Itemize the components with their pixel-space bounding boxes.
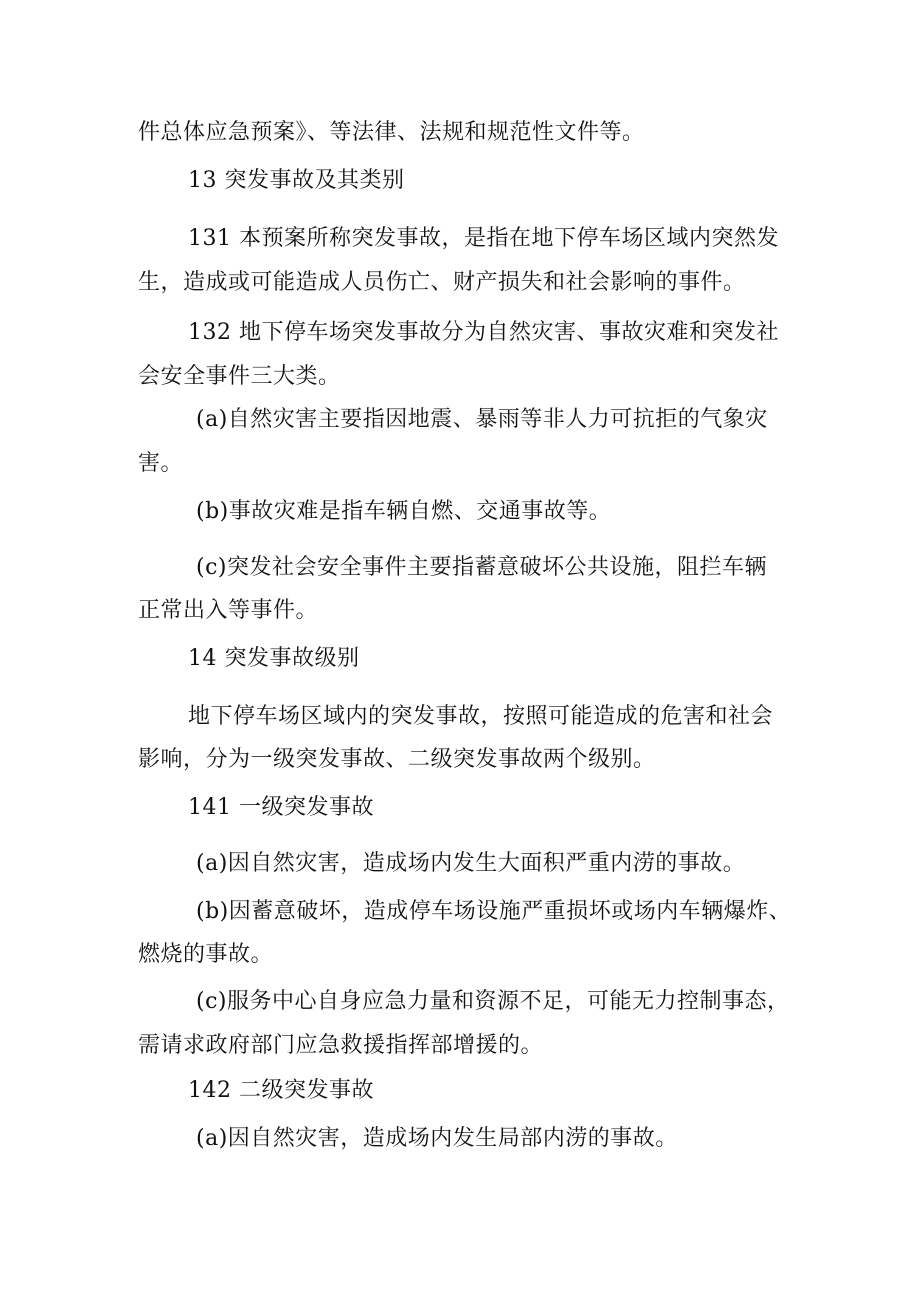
text-line: 影响，分为一级突发事故、二级突发事故两个级别。 <box>138 747 656 772</box>
text-line: 件总体应急预案》、等法律、法规和规范性文件等。 <box>138 120 645 145</box>
section-heading-1-4-1: 141 一级突发事故 <box>188 795 374 820</box>
text-line: (b)事故灾难是指车辆自燃、交通事故等。 <box>196 499 612 524</box>
text-line: (c)服务中心自身应急力量和资源不足，可能无力控制事态， <box>196 989 790 1014</box>
text-line: (a)因自然灾害，造成场内发生大面积严重内涝的事故。 <box>196 851 746 876</box>
text-line: 害。 <box>138 451 184 476</box>
text-line: 正常出入等事件。 <box>138 598 319 623</box>
text-line: (a)自然灾害主要指因地震、暴雨等非人力可抗拒的气象灾 <box>196 407 768 432</box>
section-heading-1-3: 13 突发事故及其类别 <box>188 168 405 193</box>
text-line: 燃烧的事故。 <box>138 942 274 967</box>
text-line: 会安全事件三大类。 <box>138 364 341 389</box>
text-line: 131 本预案所称突发事故，是指在地下停车场区域内突然发 <box>188 226 779 251</box>
text-line: (c)突发社会安全事件主要指蓄意破坏公共设施，阻拦车辆 <box>196 555 767 580</box>
section-heading-1-4: 14 突发事故级别 <box>188 646 360 671</box>
text-line: (b)因蓄意破坏，造成停车场设施严重损坏或场内车辆爆炸、 <box>196 899 792 924</box>
section-heading-1-4-2: 142 二级突发事故 <box>188 1078 374 1103</box>
text-line: 生，造成或可能造成人员伤亡、财产损失和社会影响的事件。 <box>138 270 746 295</box>
text-line: 132 地下停车场突发事故分为自然灾害、事故灾难和突发社 <box>188 320 779 345</box>
text-line: (a)因自然灾害，造成场内发生局部内涝的事故。 <box>196 1126 678 1151</box>
text-line: 地下停车场区域内的突发事故，按照可能造成的危害和社会 <box>188 704 774 729</box>
text-line: 需请求政府部门应急救援指挥部增援的。 <box>138 1033 544 1058</box>
